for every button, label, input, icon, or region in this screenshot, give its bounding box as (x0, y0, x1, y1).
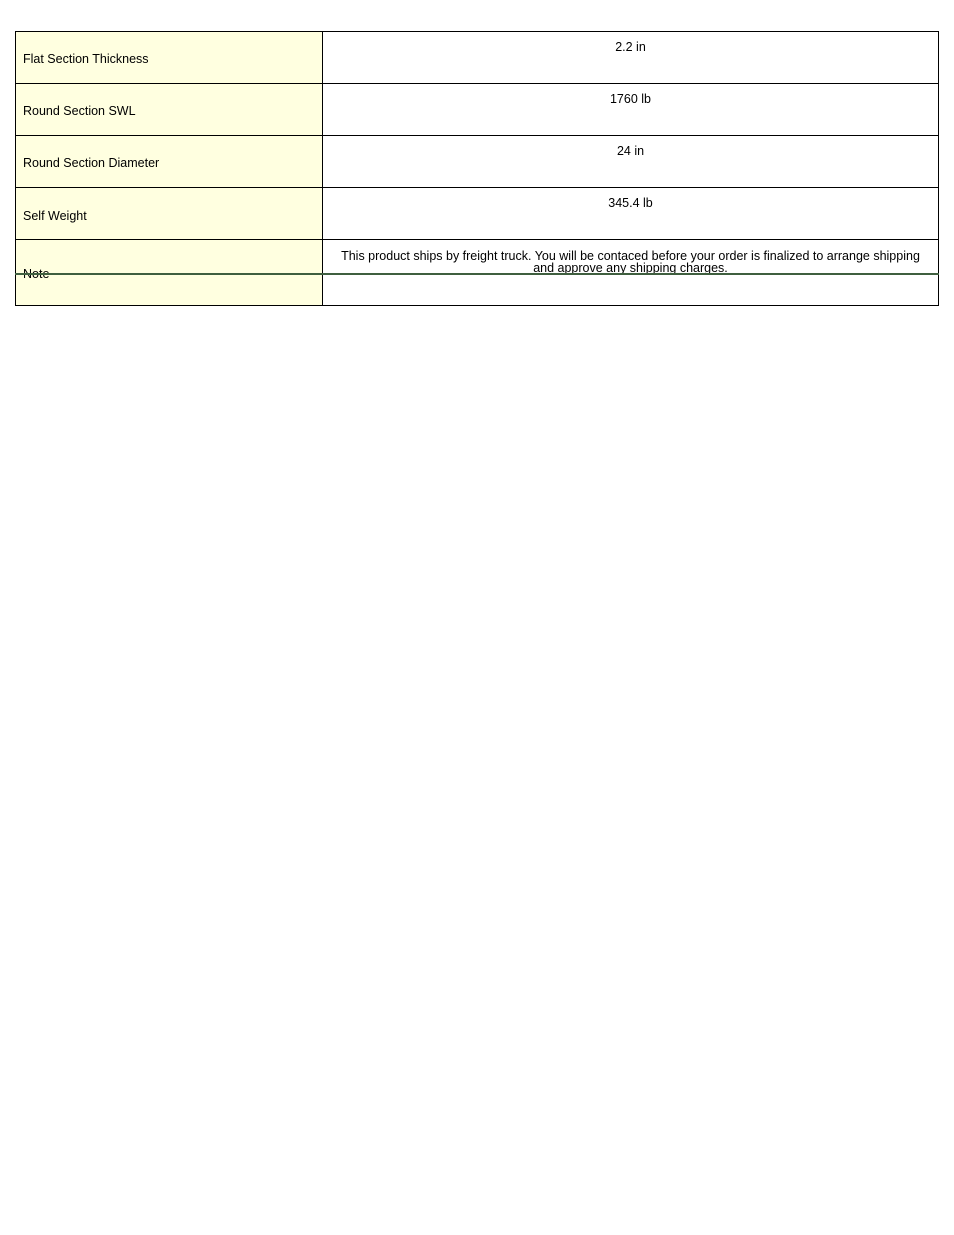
spec-value: 24 in (323, 136, 939, 188)
spec-value: 1760 lb (323, 84, 939, 136)
specifications-table (15, 31, 939, 306)
table-row (16, 84, 939, 136)
spec-label: Note (16, 240, 323, 306)
spec-value: 2.2 in (323, 32, 939, 84)
section-divider (15, 273, 939, 275)
spec-value: 345.4 lb (323, 188, 939, 240)
table-row (16, 188, 939, 240)
spec-label: Self Weight (16, 188, 323, 240)
table-row (16, 32, 939, 84)
spec-label: Round Section SWL (16, 84, 323, 136)
table-row (16, 136, 939, 188)
shipping-note: This product ships by freight truck. You will be contaced before your order is finalized to arrange shipping and approve any shipping charges. (323, 240, 939, 306)
spec-label: Round Section Diameter (16, 136, 323, 188)
spec-label: Flat Section Thickness (16, 32, 323, 84)
